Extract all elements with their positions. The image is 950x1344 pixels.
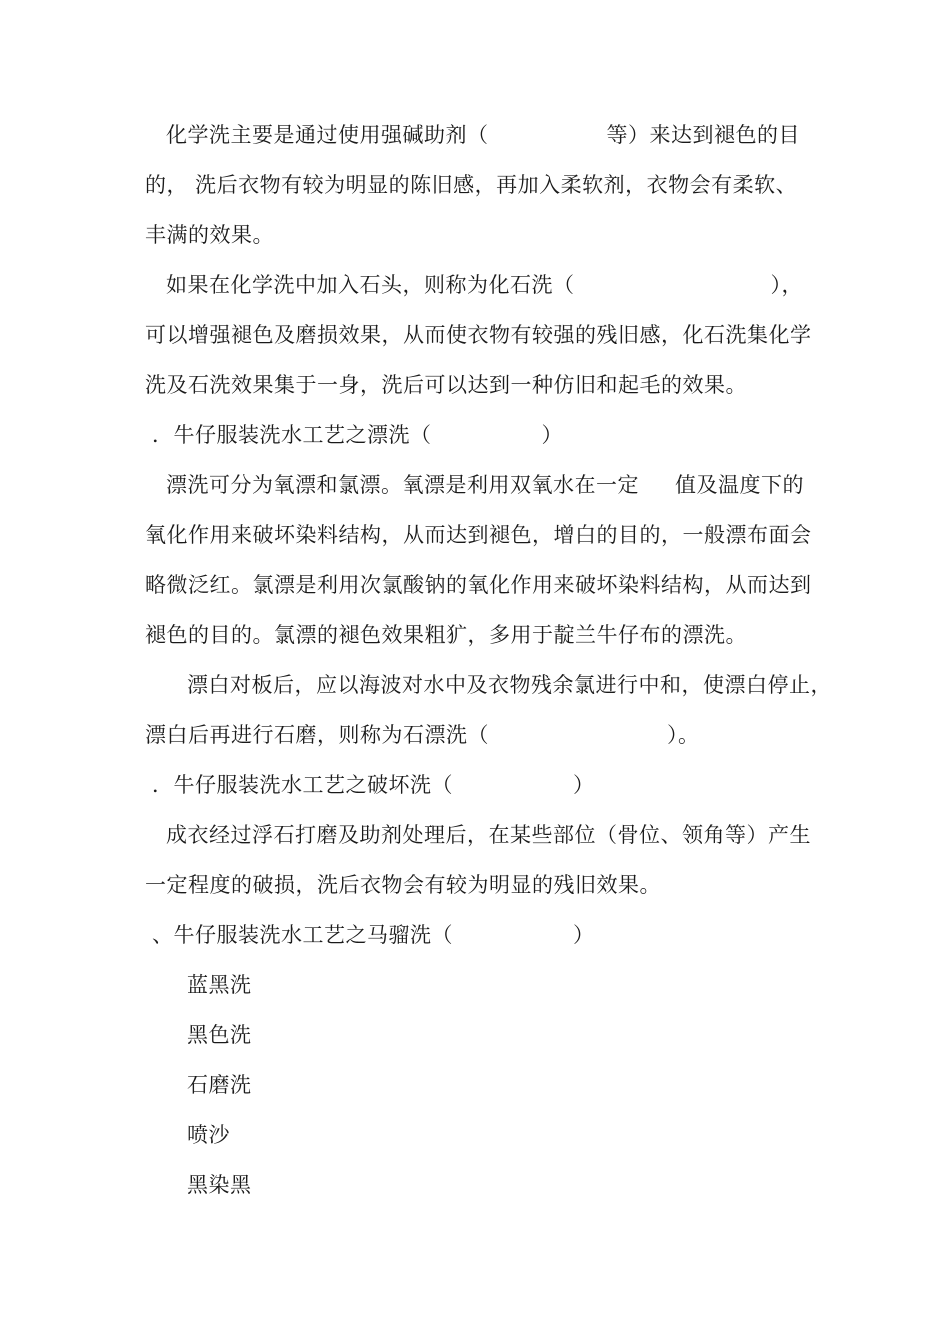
list-item: 喷沙 [187,1123,230,1147]
list-item: 黑色洗 [187,1023,252,1047]
text-segment: 如果在化学洗中加入石头，则称为化石洗（ [166,273,575,297]
paragraph-line [166,121,800,149]
list-item: 蓝黑洗 [187,973,252,997]
paragraph-line: 一定程度的破损，洗后衣物会有较为明显的残旧效果。 [145,873,661,897]
text-segment: 化学洗主要是通过使用强碱助剂（ [166,123,489,147]
paragraph-line [166,471,804,499]
paragraph-line: 可以增强褪色及磨损效果，从而使衣物有较强的残旧感，化石洗集化学 [145,323,812,347]
paragraph-line: 漂白对板后，应以海波对水中及衣物残余氯进行中和，使漂白停止， [187,673,832,697]
text-segment: 值及温度下的 [675,473,804,497]
text-segment: ．牛仔服装洗水工艺之破坏洗（ [152,773,453,797]
text-segment: ）， [770,273,803,297]
text-segment: ）。 [667,723,700,747]
text-segment: ．牛仔服装洗水工艺之漂洗（ [152,423,432,447]
paragraph-line [145,721,700,749]
paragraph-line: 略微泛红。氯漂是利用次氯酸钠的氧化作用来破坏染料结构，从而达到 [145,573,812,597]
text-segment: ） [573,773,595,797]
paragraph-line: 氧化作用来破坏染料结构，从而达到褪色，增白的目的，一般漂布面会 [145,523,812,547]
text-segment: ） [573,923,595,947]
paragraph-line: 洗及石洗效果集于一身，洗后可以达到一种仿旧和起毛的效果。 [145,373,747,397]
section-heading-monkey-wash [152,921,595,949]
paragraph-line: 褪色的目的。氯漂的褪色效果粗犷，多用于靛兰牛仔布的漂洗。 [145,623,747,647]
text-segment: ） [541,423,563,447]
paragraph-line [166,271,803,299]
list-item: 黑染黑 [187,1173,252,1197]
section-heading-bleach-wash [152,421,563,449]
paragraph-line: 成衣经过浮石打磨及助剂处理后，在某些部位（骨位、领角等）产生 [166,823,811,847]
text-segment: 漂白后再进行石磨，则称为石漂洗（ [145,723,489,747]
list-item: 石磨洗 [187,1073,252,1097]
text-segment: 、牛仔服装洗水工艺之马骝洗（ [152,923,453,947]
text-segment: 等）来达到褪色的目 [606,123,800,147]
paragraph-line: 丰满的效果。 [145,223,274,247]
section-heading-destroy-wash [152,771,595,799]
paragraph-line: 的， 洗后衣物有较为明显的陈旧感，再加入柔软剂，衣物会有柔软、 [145,173,798,197]
text-segment: 漂洗可分为氧漂和氯漂。氧漂是利用双氧水在一定 [166,473,639,497]
